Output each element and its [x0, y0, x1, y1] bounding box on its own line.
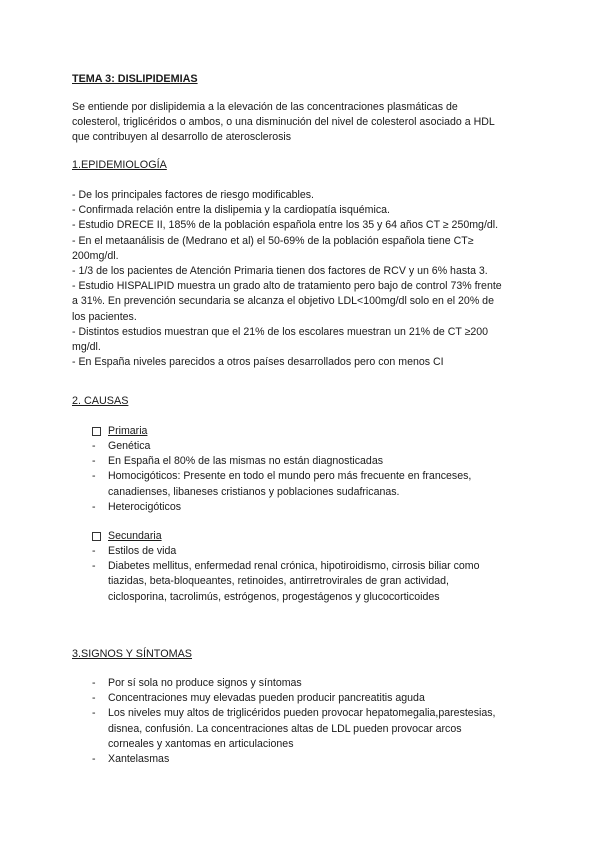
epidemiologia-line: 200mg/dl. [72, 249, 119, 262]
secundaria-list [92, 544, 512, 605]
list-item [92, 439, 512, 454]
list-item-text: corneales y xantomas en articulaciones [108, 737, 294, 750]
intro-line: que contribuyen al desarrollo de aterosclerosis [72, 131, 292, 144]
list-item-text: En España el 80% de las mismas no están diagnosticadas [108, 455, 384, 468]
list-item [92, 454, 512, 469]
subsection-primaria [92, 424, 147, 439]
subsection-secundaria [92, 529, 162, 544]
epidemiologia-line: - En España niveles parecidos a otros países desarrollados pero con menos CI [72, 356, 444, 369]
epidemiologia-line: mg/dl. [72, 341, 101, 354]
dash-bullet: - [92, 500, 96, 513]
list-item-text: Heterocigóticos [108, 500, 182, 513]
dash-bullet: - [92, 440, 96, 452]
dash-bullet: - [92, 707, 96, 720]
list-item-text: Diabetes mellitus, enfermedad renal crónica, hipotiroidismo, cirrosis biliar como [108, 560, 480, 573]
list-item-text: ciclosporina, tacrolimús, estrógenos, progestágenos y glucocorticoides [108, 590, 440, 603]
epidemiologia-line: - Estudio DRECE II, 185% de la población española entre los 35 y 64 años CT ≥ 250mg/dl. [72, 219, 499, 232]
intro-paragraph [72, 100, 532, 146]
checkbox-icon [92, 532, 101, 541]
epidemiologia-list [72, 188, 532, 370]
signos-list [92, 676, 512, 767]
epidemiologia-line: - Distintos estudios muestran que el 21% de los escolares muestran un 21% de CT ≥200 [72, 325, 489, 338]
checkbox-icon [92, 427, 101, 436]
list-item [92, 706, 512, 752]
list-item [92, 752, 512, 767]
list-item [92, 559, 512, 605]
document-title: TEMA 3: DISLIPIDEMIAS [72, 73, 198, 85]
epidemiologia-line: - En el metaanálisis de (Medrano et al) el 50-69% de la población española tiene CT≥ [72, 234, 474, 247]
dash-bullet: - [92, 560, 96, 573]
epidemiologia-line: a 31%. En prevención secundaria se alcanza el objetivo LDL<100mg/dl solo en el 20% de [72, 295, 494, 308]
list-item [92, 544, 512, 559]
list-item-text: Homocigóticos: Presente en todo el mundo pero más frecuente en franceses, [108, 470, 472, 483]
epidemiologia-line: los pacientes. [72, 310, 137, 323]
list-item-text: Estilos de vida [108, 545, 177, 557]
epidemiologia-line: - 1/3 de los pacientes de Atención Primaria tienen dos factores de RCV y un 6% hasta 3. [72, 265, 488, 278]
intro-line: colesterol, triglicéridos o ambos, o una disminución del nivel de colesterol asociado a HDL [72, 116, 495, 129]
list-item [92, 469, 512, 499]
subsection-label: Primaria [108, 425, 148, 437]
section-heading-signos: 3.SIGNOS Y SÍNTOMAS [72, 648, 193, 660]
dash-bullet: - [92, 470, 96, 483]
intro-line: Se entiende por dislipidemia a la elevación de las concentraciones plasmáticas de [72, 101, 458, 113]
list-item-text: Concentraciones muy elevadas pueden producir pancreatitis aguda [108, 692, 425, 705]
list-item-text: Los niveles muy altos de triglicéridos pueden provocar hepatomegalia,parestesias, [108, 707, 496, 720]
list-item-text: Xantelasmas [108, 753, 170, 766]
dash-bullet: - [92, 677, 96, 689]
list-item-text: Por sí sola no produce signos y síntomas [108, 677, 302, 689]
dash-bullet: - [92, 455, 96, 468]
epidemiologia-line: - De los principales factores de riesgo modificables. [72, 189, 315, 201]
subsection-label: Secundaria [108, 530, 162, 542]
epidemiologia-line: - Estudio HISPALIPID muestra un grado alto de tratamiento pero bajo de control 73% frente [72, 280, 502, 293]
section-heading-epidemiologia: 1.EPIDEMIOLOGÍA [72, 159, 167, 171]
list-item [92, 500, 512, 515]
dash-bullet: - [92, 692, 96, 705]
list-item-text: tiazidas, beta-bloqueantes, retinoides, antirretrovirales de gran actividad, [108, 575, 449, 588]
dash-bullet: - [92, 545, 96, 557]
primaria-list [92, 439, 512, 515]
list-item-text: Genética [108, 440, 151, 452]
list-item-text: disnea, confusión. La concentraciones altas de LDL pueden provocar arcos [108, 722, 462, 735]
list-item-text: canadienses, libaneses cristianos y poblaciones sudafricanas. [108, 485, 400, 498]
section-heading-causas: 2. CAUSAS [72, 395, 129, 407]
epidemiologia-line: - Confirmada relación entre la dislipemia y la cardiopatía isquémica. [72, 204, 390, 217]
list-item [92, 676, 512, 691]
list-item [92, 691, 512, 706]
dash-bullet: - [92, 753, 96, 766]
